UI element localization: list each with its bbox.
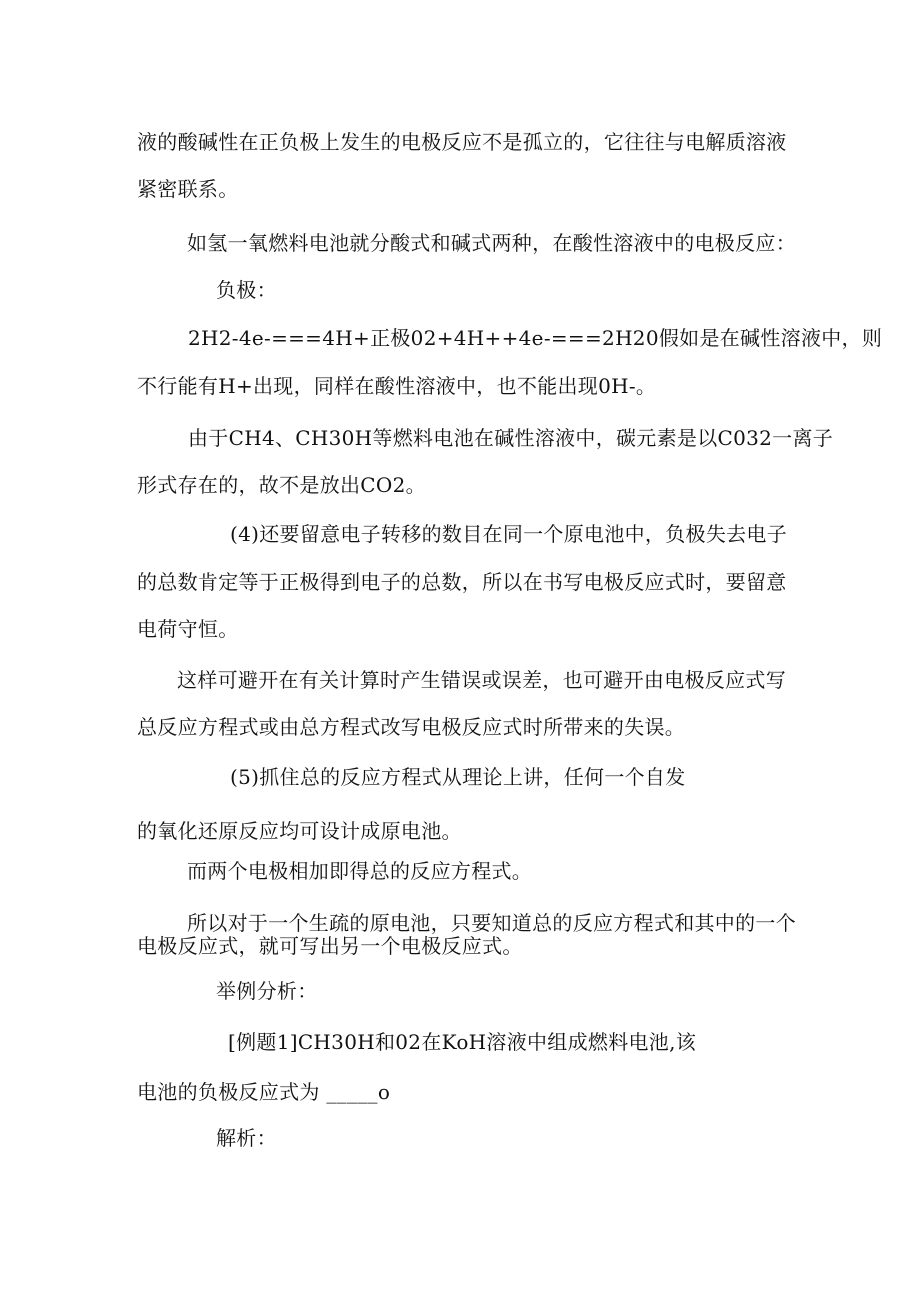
text-line: 总反应方程式或由总方程式改写电极反应式时所带来的失误。 xyxy=(137,715,686,739)
text-line: 这样可避开在有关计算时产生错误或误差，也可避开由电极反应式写 xyxy=(177,668,786,692)
text-line: [例题1]CH30H和02在KoH溶液中组成燃料电池,该 xyxy=(228,1030,697,1054)
text-line: 由于CH4、CH30H等燃料电池在碱性溶液中，碳元素是以C032一离子 xyxy=(188,426,834,450)
text-line: 而两个电极相加即得总的反应方程式。 xyxy=(187,859,533,883)
text-line: 电极反应式，就可写出另一个电极反应式。 xyxy=(137,934,523,958)
text-line: 的总数肯定等于正极得到电子的总数，所以在书写电极反应式时，要留意 xyxy=(137,570,787,594)
text-line: 负极： xyxy=(216,278,277,302)
text-line: (5)抓住总的反应方程式从理论上讲，任何一个自发 xyxy=(230,765,686,789)
text-line: 所以对于一个生疏的原电池，只要知道总的反应方程式和其中的一个 xyxy=(187,911,796,935)
text-line: 电池的负极反应式为 _____o xyxy=(137,1080,391,1104)
text-line: 电荷守恒。 xyxy=(137,617,239,641)
text-line: 举例分析： xyxy=(216,979,318,1003)
text-line: 不行能有H+出现，同样在酸性溶液中，也不能出现0H-。 xyxy=(137,374,657,398)
text-line: 2H2-4e-===4H+正极02+4H++4e-===2H20假如是在碱性溶液中，则 xyxy=(188,326,883,350)
text-line: 紧密联系。 xyxy=(137,177,239,201)
text-line: 如氢一氧燃料电池就分酸式和碱式两种，在酸性溶液中的电极反应： xyxy=(187,231,796,255)
text-line: (4)还要留意电子转移的数目在同一个原电池中，负极失去电子 xyxy=(230,522,788,546)
text-line: 的氧化还原反应均可设计成原电池。 xyxy=(137,819,462,843)
text-line: 解析： xyxy=(216,1126,277,1150)
text-line: 液的酸碱性在正负极上发生的电极反应不是孤立的，它往往与电解质溶液 xyxy=(137,130,787,154)
text-line: 形式存在的，故不是放出CO2。 xyxy=(137,473,426,497)
